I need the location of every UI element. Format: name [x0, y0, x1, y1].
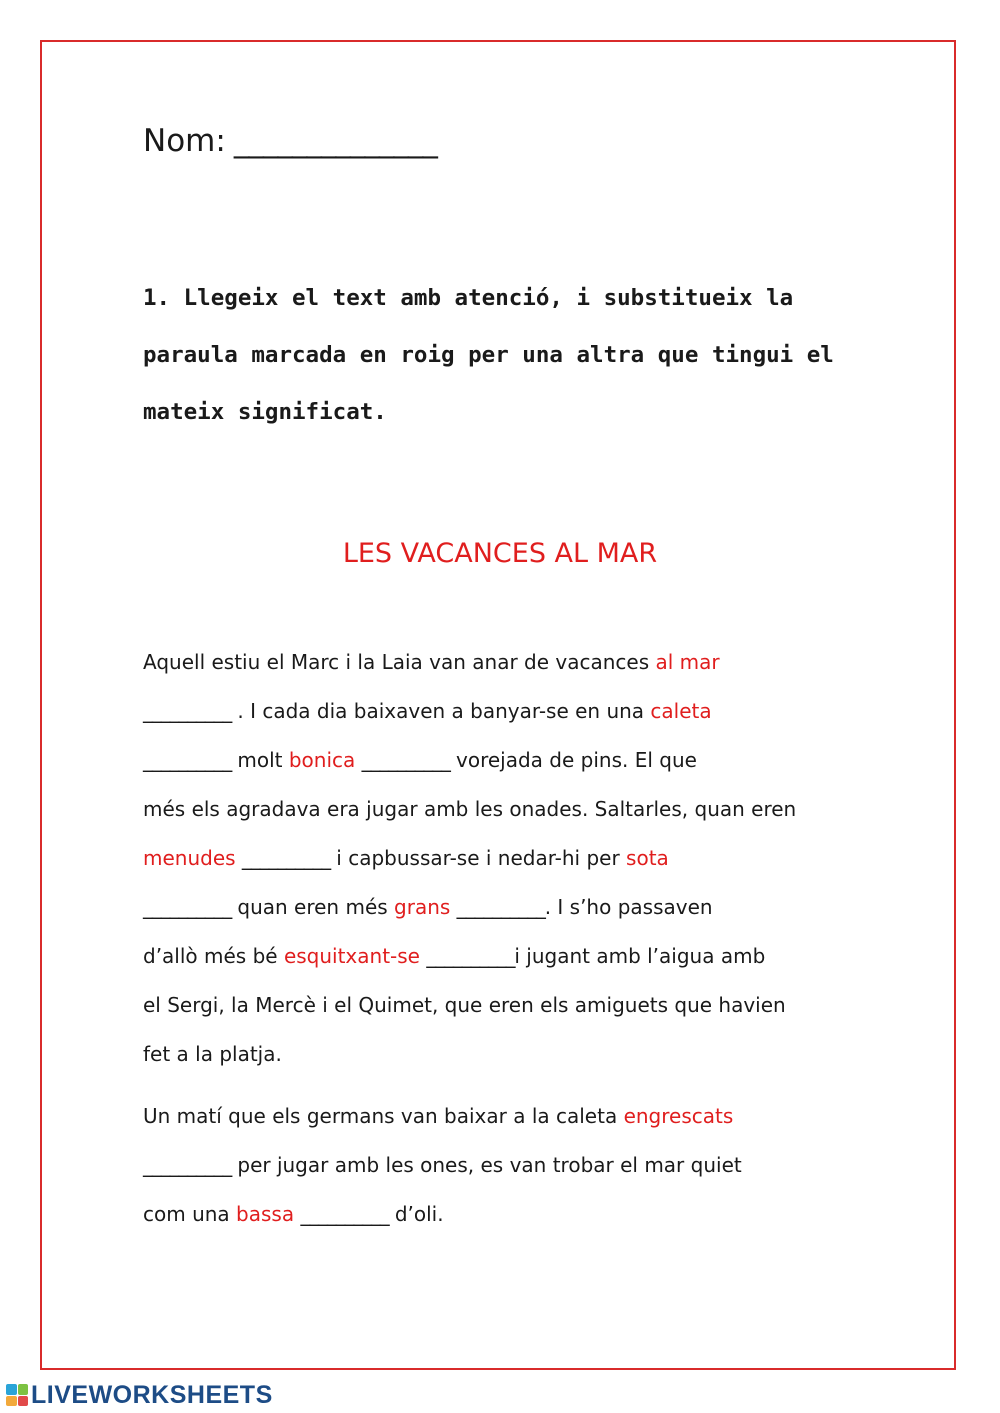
story-text-segment: d’oli.	[388, 1202, 444, 1226]
highlighted-word: engrescats	[623, 1104, 734, 1128]
story-line	[143, 983, 883, 1032]
liveworksheets-logo[interactable]	[6, 1378, 273, 1412]
answer-blank[interactable]: __________	[143, 748, 232, 772]
highlighted-word: bassa	[236, 1202, 295, 1226]
story-line	[143, 1192, 883, 1241]
answer-blank[interactable]: __________	[300, 1202, 389, 1226]
story-line	[143, 1094, 883, 1143]
highlighted-word: grans	[394, 895, 451, 919]
story-line	[143, 640, 883, 689]
answer-blank[interactable]: __________	[426, 944, 515, 968]
highlighted-word: esquitxant-se	[283, 944, 420, 968]
answer-blank[interactable]: __________	[143, 699, 232, 723]
answer-blank[interactable]: __________	[241, 846, 330, 870]
highlighted-word: menudes	[143, 846, 236, 870]
instruction-line: paraula marcada en roig per una altra que tingui el	[143, 342, 834, 368]
story-text-segment: Aquell estiu el Marc i la Laia van anar de vacances	[143, 650, 656, 674]
story-text-segment: quan eren més	[231, 895, 395, 919]
story-line	[143, 787, 883, 836]
story-line	[143, 738, 883, 787]
name-blank[interactable]: ______________	[233, 123, 437, 159]
story-line	[143, 934, 883, 983]
story-text-segment: per jugar amb les ones, es van trobar el mar quiet	[231, 1153, 742, 1177]
story-text-segment: Un matí que els germans van baixar a la caleta	[143, 1104, 624, 1128]
story-line	[143, 689, 883, 738]
exercise-instruction	[143, 270, 833, 441]
story-text-segment: . I cada dia baixaven a banyar-se en una	[231, 699, 651, 723]
story-text-segment: molt	[231, 748, 289, 772]
answer-blank[interactable]: __________	[143, 1153, 232, 1177]
instruction-line: mateix significat.	[143, 399, 387, 425]
highlighted-word: bonica	[288, 748, 356, 772]
story-line	[143, 836, 883, 885]
story-text-segment: . I s’ho passaven	[544, 895, 713, 919]
story-title: LES VACANCES AL MAR	[342, 538, 658, 569]
highlighted-word: caleta	[650, 699, 712, 723]
story-text-segment: vorejada de pins. El que	[449, 748, 697, 772]
logo-text: LIVEWORKSHEETS	[31, 1380, 273, 1409]
story-line	[143, 1143, 883, 1192]
story-text-segment: més els agradava era jugar amb les onades. Saltarles, quan eren	[143, 797, 797, 821]
story-text-segment: i jugant amb l’aigua amb	[514, 944, 766, 968]
instruction-line: 1. Llegeix el text amb atenció, i substitueix la	[143, 285, 794, 311]
story-text-segment: el Sergi, la Mercè i el Quimet, que eren els amiguets que havien	[143, 993, 786, 1017]
highlighted-word: sota	[626, 846, 669, 870]
name-field	[143, 120, 437, 162]
story-text-segment: com una	[143, 1202, 237, 1226]
answer-blank[interactable]: __________	[361, 748, 450, 772]
highlighted-word: al mar	[655, 650, 720, 674]
story-text-segment: d’allò més bé	[143, 944, 284, 968]
story-text-segment: i capbussar-se i nedar-hi per	[329, 846, 627, 870]
story-text	[143, 640, 883, 1241]
answer-blank[interactable]: __________	[143, 895, 232, 919]
story-line	[143, 1032, 883, 1081]
story-text-segment: fet a la platja.	[143, 1042, 282, 1066]
story-line	[143, 885, 883, 934]
liveworksheets-logo-icon	[6, 1384, 28, 1406]
name-label: Nom:	[143, 123, 226, 159]
answer-blank[interactable]: __________	[456, 895, 545, 919]
